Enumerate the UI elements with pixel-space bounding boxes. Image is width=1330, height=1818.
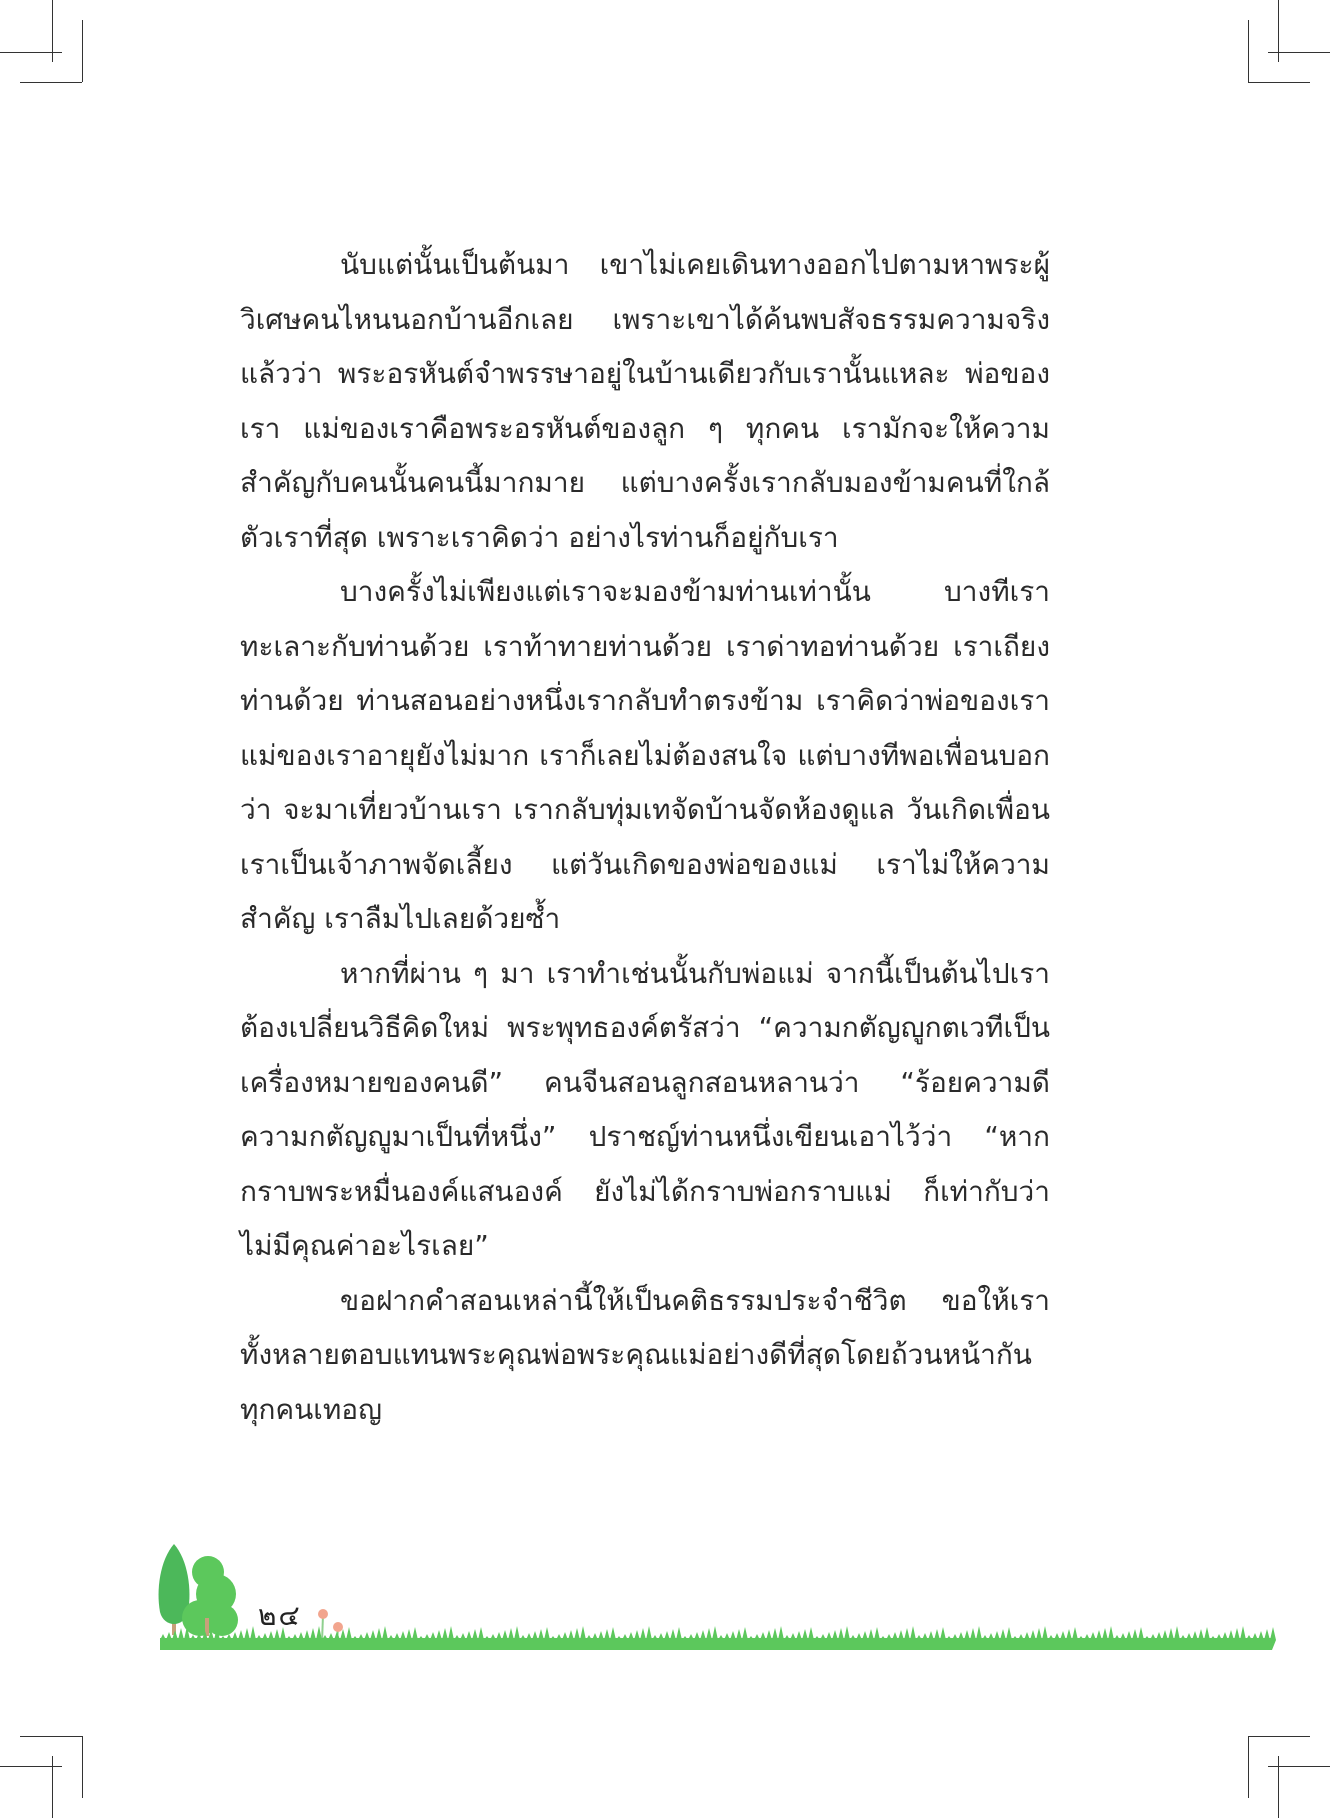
crop-mark <box>20 1736 82 1737</box>
crop-mark <box>1268 52 1330 53</box>
paragraph-2: บางครั้งไม่เพียงแต่เราจะมองข้ามท่านเท่านั้น บางทีเราทะเลาะกับท่านด้วย เราท้าทายท่านด้วย เราด่าทอท่านด้วย เราเถียงท่านด้วย ท่านสอนอย่างหนึ่งเรากลับทำตรงข้าม เราคิดว่าพ่อของเรา แม่ของเราอายุยังไม่มาก เราก็เลยไม่ต้องสนใจ แต่บางทีพอเพื่อนบอกว่า จะมาเที่ยวบ้านเรา เรากลับทุ่มเทจัดบ้านจัดห้องดูแล วันเกิดเพื่อน เราเป็นเจ้าภาพจัดเลี้ยง แต่วันเกิดของพ่อของแม่ เราไม่ให้ความสำคัญ เราลืมไปเลยด้วยซ้ำ <box>240 575 1050 935</box>
page-body <box>240 238 1050 1437</box>
crop-mark <box>82 20 83 82</box>
crop-mark <box>1248 20 1249 82</box>
grass-strip <box>160 1626 1276 1650</box>
crop-mark <box>1248 1736 1310 1737</box>
crop-mark <box>20 82 82 83</box>
crop-mark <box>1248 82 1310 83</box>
crop-mark <box>1268 1766 1330 1767</box>
footer-grass-illustration <box>0 1530 1330 1670</box>
tree-icon <box>159 1544 238 1636</box>
paragraph-4: ขอฝากคำสอนเหล่านี้ให้เป็นคติธรรมประจำชีวิต ขอให้เราทั้งหลายตอบแทนพระคุณพ่อพระคุณแม่อย่างดีที่สุดโดยถ้วนหน้ากันทุกคนเทอญ <box>240 1283 1050 1426</box>
crop-mark <box>0 52 62 53</box>
crop-mark <box>1248 1736 1249 1798</box>
crop-mark <box>82 1736 83 1798</box>
paragraph-3: หากที่ผ่าน ๆ มา เราทำเช่นนั้นกับพ่อแม่ จากนี้เป็นต้นไปเราต้องเปลี่ยนวิธีคิดใหม่ พระพุทธองค์ตรัสว่า “ความกตัญญูกตเวทีเป็นเครื่องหมายของคนดี” คนจีนสอนลูกสอนหลานว่า “ร้อยความดี ความกตัญญูมาเป็นที่หนึ่ง” ปราชญ์ท่านหนึ่งเขียนเอาไว้ว่า “หากกราบพระหมื่นองค์แสนองค์ ยังไม่ได้กราบพ่อกราบแม่ ก็เท่ากับว่าไม่มีคุณค่าอะไรเลย” <box>240 956 1050 1262</box>
page-number: ๒๔ <box>258 1599 302 1632</box>
paragraph-1: นับแต่นั้นเป็นต้นมา เขาไม่เคยเดินทางออกไปตามหาพระผู้วิเศษคนไหนนอกบ้านอีกเลย เพราะเขาได้ค้นพบสัจธรรมความจริงแล้วว่า พระอรหันต์จำพรรษาอยู่ในบ้านเดียวกับเรานั้นแหละ พ่อของเรา แม่ของเราคือพระอรหันต์ของลูก ๆ ทุกคน เรามักจะให้ความสำคัญกับคนนั้นคนนี้มากมาย แต่บางครั้งเรากลับมองข้ามคนที่ใกล้ตัวเราที่สุด เพราะเราคิดว่า อย่างไรท่านก็อยู่กับเรา <box>240 248 1050 554</box>
crop-mark <box>0 1766 62 1767</box>
